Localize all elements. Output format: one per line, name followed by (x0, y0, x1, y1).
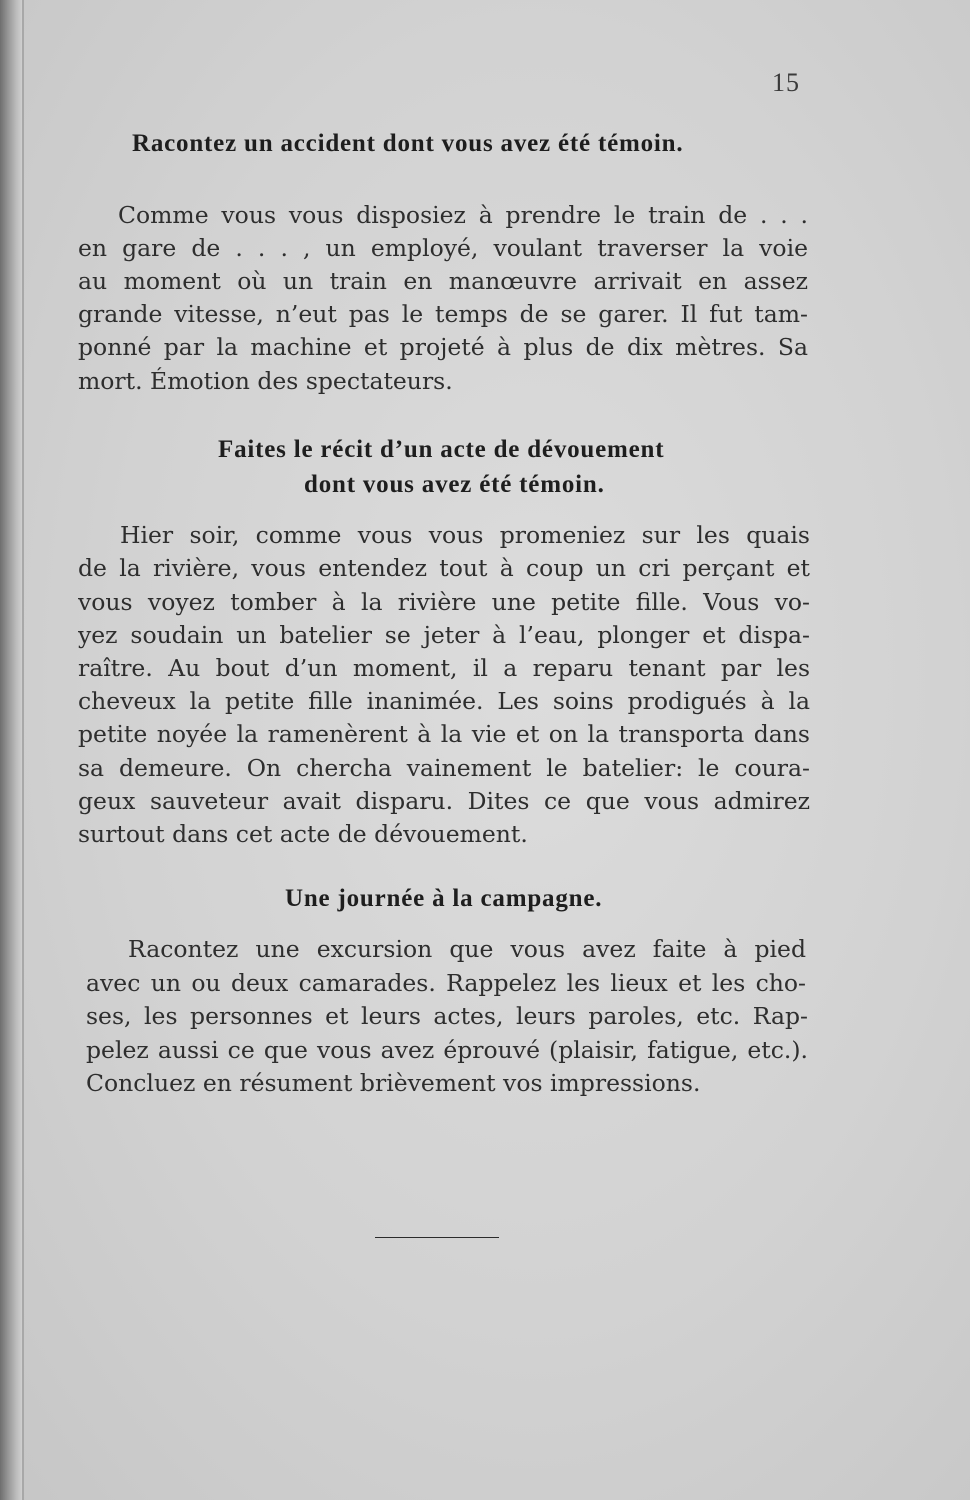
section-2-line: geux sauveteur avait disparu. Dites ce que vous admirez (78, 787, 810, 815)
section-2-line: cheveux la petite fille inanimée. Les soins prodigués à la (78, 687, 810, 715)
section-3-title: Une journée à la campagne. (285, 885, 603, 912)
section-2-line: yez soudain un batelier se jeter à l’eau, plonger et dispa- (78, 621, 810, 649)
book-binding-shadow (0, 0, 22, 1500)
section-2-line: petite noyée la ramenèrent à la vie et on la transporta dans (78, 720, 810, 748)
closing-rule (375, 1237, 499, 1238)
section-3-line: ses, les personnes et leurs actes, leurs paroles, etc. Rap- (86, 1002, 808, 1030)
page-number: 15 (772, 68, 800, 97)
section-3-line: avec un ou deux camarades. Rappelez les lieux et les cho- (86, 969, 806, 997)
section-1-line: grande vitesse, n’eut pas le temps de se garer. Il fut tam- (78, 300, 808, 328)
section-2-line: vous voyez tomber à la rivière une petite fille. Vous vo- (78, 588, 810, 616)
section-3-line: Concluez en résument brièvement vos impressions. (86, 1069, 701, 1097)
section-1-line: mort. Émotion des spectateurs. (78, 367, 453, 395)
section-2-line: sa demeure. On chercha vainement le batelier: le coura- (78, 754, 810, 782)
section-1-title: Racontez un accident dont vous avez été témoin. (132, 130, 684, 157)
section-3-line: pelez aussi ce que vous avez éprouvé (plaisir, fatigue, etc.). (86, 1036, 808, 1064)
section-1-line: au moment où un train en manœuvre arrivait en assez (78, 267, 808, 295)
page-edge-line (22, 0, 24, 1500)
section-2-title-line-1: Faites le récit d’un acte de dévouement (218, 436, 665, 463)
section-1-line: ponné par la machine et projeté à plus de dix mètres. Sa (78, 333, 808, 361)
section-2-title-line-2: dont vous avez été témoin. (304, 471, 605, 498)
section-1-line: en gare de . . . , un employé, voulant traverser la voie (78, 234, 808, 262)
section-2-line: Hier soir, comme vous vous promeniez sur les quais (120, 521, 810, 549)
section-2-line: de la rivière, vous entendez tout à coup un cri perçant et (78, 554, 810, 582)
section-3-line: Racontez une excursion que vous avez faite à pied (128, 935, 806, 963)
section-2-line: surtout dans cet acte de dévouement. (78, 820, 528, 848)
section-1-line: Comme vous vous disposiez à prendre le train de . . . (118, 201, 808, 229)
section-2-line: raître. Au bout d’un moment, il a reparu tenant par les (78, 654, 810, 682)
